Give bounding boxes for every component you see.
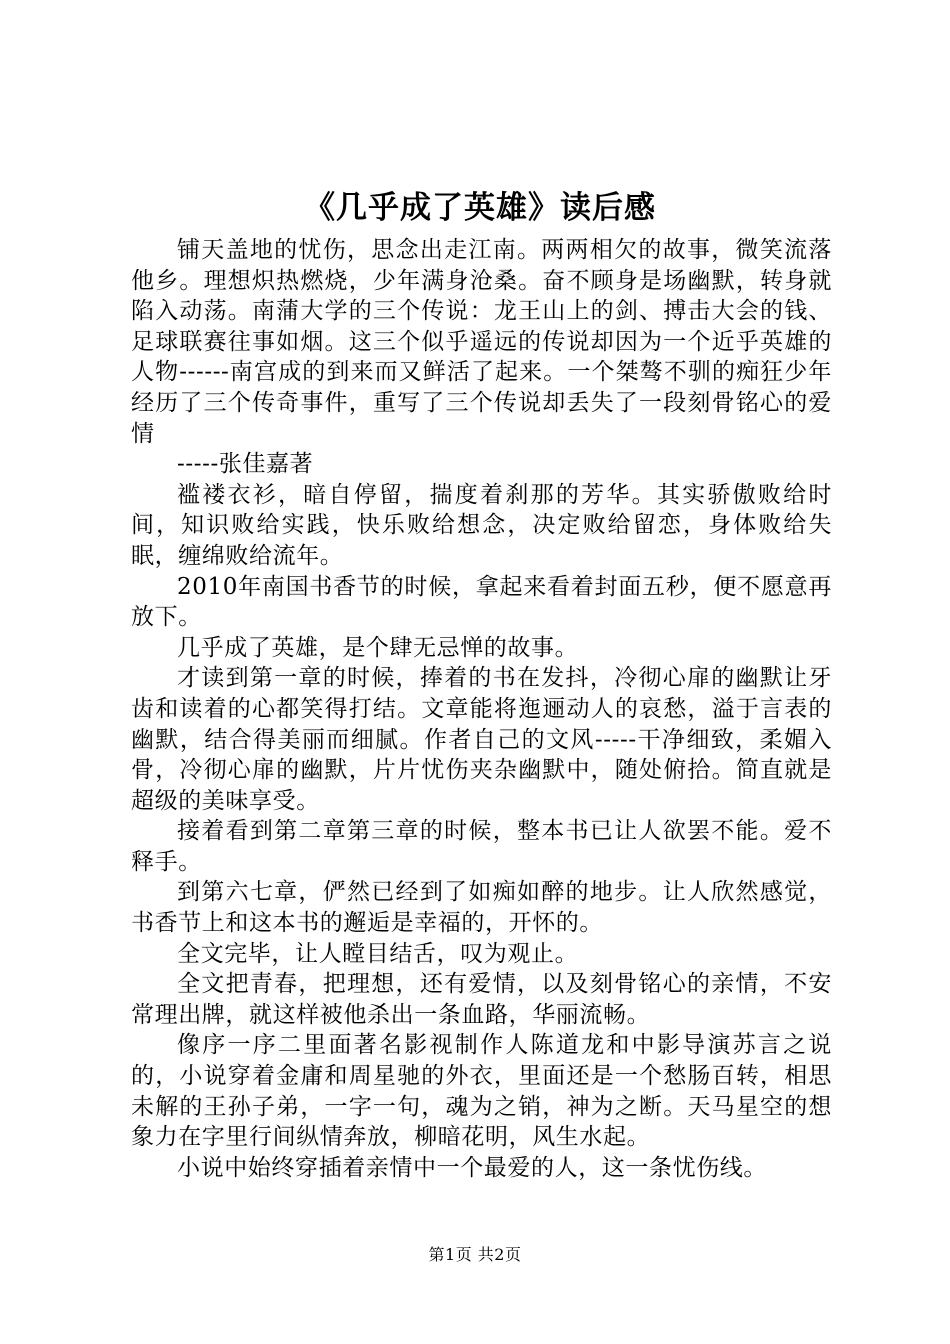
paragraph-intro: 铺天盖地的忧伤，思念出走江南。两两相欠的故事，微笑流落他乡。理想炽热燃烧，少年满身沧桑。奋不顾身是场幽默，转身就陷入动荡。南蒲大学的三个传说：龙王山上的剑、搏击大会的钱、足球联赛往事如烟。这三个似乎遥远的传说却因为一个近乎英雄的人物------南宫成的到来而又鲜活了起来。一个桀骜不驯的痴狂少年经历了三个传奇事件，重写了三个传说却丢失了一段刻骨铭心的爱情 xyxy=(131,237,832,447)
document-body xyxy=(131,235,832,1183)
paragraph-8: 全文完毕，让人瞠目结舌，叹为观止。 xyxy=(177,940,579,967)
paragraph-4: 几乎成了英雄，是个肆无忌惮的故事。 xyxy=(177,634,579,661)
document-title: 《几乎成了英雄》读后感 xyxy=(304,190,656,226)
page-footer: 第1页 共2页 xyxy=(428,1245,522,1264)
paragraph-2: 褴褛衣衫，暗自停留，揣度着刹那的芳华。其实骄傲败给时间，知识败给实践，快乐败给想念，决定败给留恋，身体败给失眠，缠绵败给流年。 xyxy=(131,481,832,569)
paragraph-3: 2010年南国书香节的时候，拿起来看着封面五秒，便不愿意再放下。 xyxy=(131,573,832,631)
paragraph-5: 才读到第一章的时候，捧着的书在发抖，冷彻心扉的幽默让牙齿和读着的心都笑得打结。文章能将迤逦动人的哀愁，溢于言表的幽默，结合得美丽而细腻。作者自己的文风-----干净细致，柔媚入骨，冷彻心扉的幽默，片片忧伤夹杂幽默中，随处俯拾。简直就是超级的美味享受。 xyxy=(131,665,832,814)
paragraph-7: 到第六七章，俨然已经到了如痴如醉的地步。让人欣然感觉，书香节上和这本书的邂逅是幸福的，开怀的。 xyxy=(131,879,832,937)
paragraph-6: 接着看到第二章第三章的时候，整本书已让人欲罢不能。爱不释手。 xyxy=(131,818,832,875)
paragraph-9: 全文把青春，把理想，还有爱情，以及刻骨铭心的亲情，不安常理出牌，就这样被他杀出一条血路，华丽流畅。 xyxy=(131,971,832,1028)
author-signature: -----张佳嘉著 xyxy=(177,451,314,478)
paragraph-11: 小说中始终穿插着亲情中一个最爱的人，这一条忧伤线。 xyxy=(177,1154,767,1181)
paragraph-10: 像序一序二里面著名影视制作人陈道龙和中影导演苏言之说的，小说穿着金庸和周星驰的外衣，里面还是一个愁肠百转，相思未解的王孙子弟，一字一句，魂为之销，神为之断。天马星空的想象力在字里行间纵情奔放，柳暗花明，风生水起。 xyxy=(131,1032,832,1151)
